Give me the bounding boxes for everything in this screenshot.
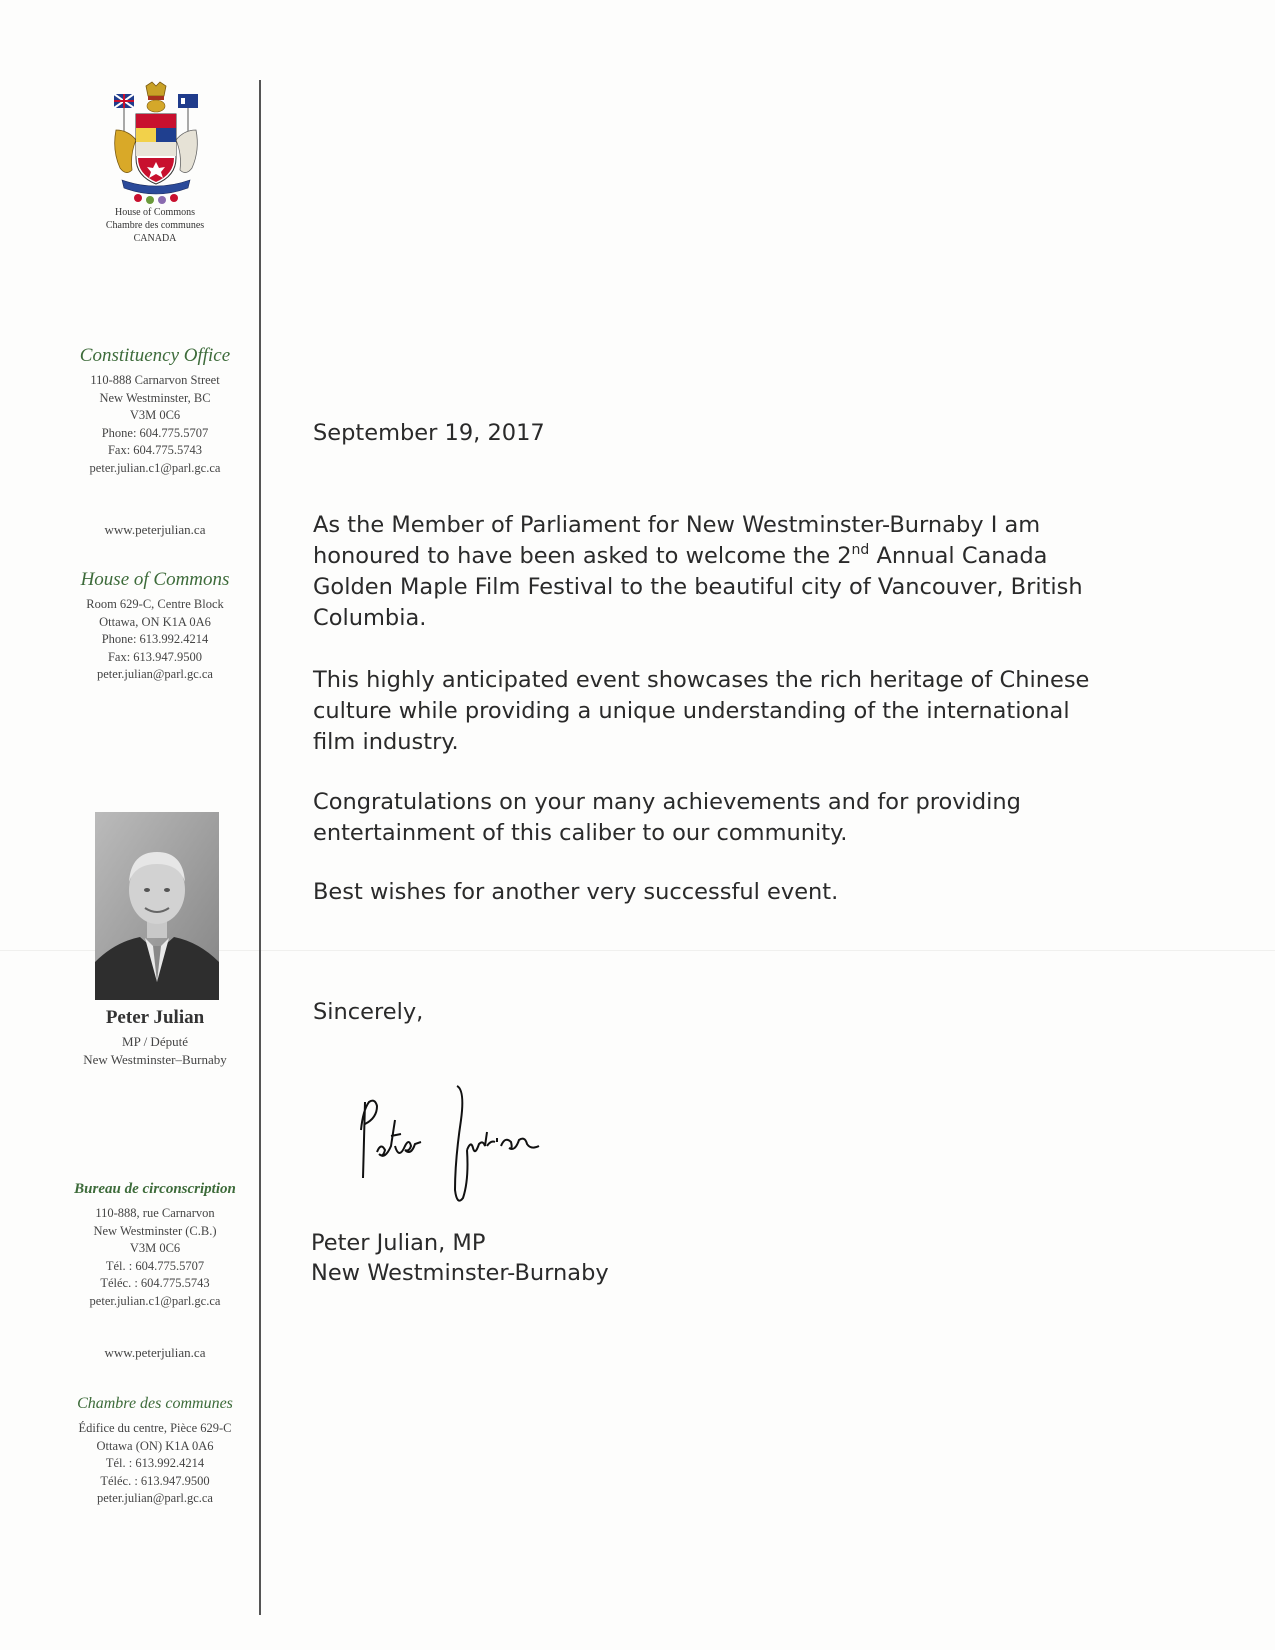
mp-title-line: MP / Député	[122, 1034, 188, 1049]
signer-name: Peter Julian, MP	[311, 1230, 486, 1256]
mp-riding-line: New Westminster–Burnaby	[83, 1052, 227, 1067]
chambre-block	[30, 1392, 280, 1508]
email-line: peter.julian.c1@parl.gc.ca	[89, 1293, 221, 1308]
signer-riding: New Westminster-Burnaby	[311, 1260, 609, 1286]
address-line: Édifice du centre, Pièce 629-C	[78, 1421, 232, 1435]
crest-caption-line: CANADA	[133, 233, 177, 244]
phone-line: Phone: 604.775.5707	[101, 425, 209, 440]
bureau-block	[30, 1177, 280, 1310]
portrait-icon	[95, 812, 219, 1000]
closing: Sincerely,	[313, 999, 424, 1025]
phone-line: Tél. : 604.775.5707	[105, 1258, 205, 1273]
fax-line: Téléc. : 613.947.9500	[100, 1473, 210, 1488]
address-line: Room 629-C, Centre Block	[86, 597, 224, 611]
email-line: peter.julian@parl.gc.ca	[97, 1491, 213, 1505]
constituency-office-title: Constituency Office	[79, 345, 231, 366]
crest-caption-line: Chambre des communes	[105, 220, 205, 231]
bureau-title: Bureau de circonscription	[74, 1181, 236, 1197]
mp-name: Peter Julian	[105, 1007, 205, 1028]
paragraph-3: Congratulations on your many achievements and for providing entertainment of this caliber to our community.	[313, 789, 1021, 846]
paragraph-1-text-cont: Annual Canada Golden Maple Film Festival to the beautiful city of Vancouver, British Columbia.	[313, 543, 1083, 631]
sidebar-divider	[259, 80, 261, 1615]
mp-subtitle	[30, 1033, 280, 1069]
address-line: Ottawa, ON K1A 0A6	[99, 614, 211, 629]
website-link: www.peterjulian.ca	[104, 1345, 206, 1360]
constituency-office-block	[30, 344, 280, 477]
crest-caption-line: House of Commons	[115, 207, 195, 218]
email-line: peter.julian.c1@parl.gc.ca	[89, 460, 221, 475]
address-line: Ottawa (ON) K1A 0A6	[96, 1438, 214, 1453]
house-of-commons-title: House of Commons	[80, 569, 230, 590]
ordinal-suffix: nd	[851, 542, 870, 558]
address-line: New Westminster (C.B.)	[93, 1223, 217, 1238]
phone-line: Tél. : 613.992.4214	[105, 1456, 205, 1470]
address-line: 110-888, rue Carnarvon	[95, 1206, 215, 1220]
chambre-title: Chambre des communes	[77, 1395, 233, 1412]
fax-line: Fax: 604.775.5743	[107, 443, 203, 457]
letter-date: September 19, 2017	[313, 420, 545, 446]
coat-of-arms-icon	[108, 80, 204, 208]
fax-line: Téléc. : 604.775.5743	[100, 1276, 210, 1290]
fax-line: Fax: 613.947.9500	[107, 649, 203, 664]
paragraph-4: Best wishes for another very successful event.	[313, 879, 839, 905]
signer-block	[311, 1228, 609, 1288]
address-line: V3M 0C6	[129, 408, 181, 422]
crest-caption	[30, 206, 280, 245]
address-line: New Westminster, BC	[99, 390, 211, 405]
paragraph-1	[313, 510, 1113, 634]
paragraph-1-text: As the Member of Parliament for New Westminster-Burnaby I am honoured to have been asked to welcome the 2	[313, 512, 1041, 569]
handwritten-signature	[355, 1080, 555, 1210]
paragraph-2: This highly anticipated event showcases the rich heritage of Chinese culture while providing a unique understanding of the international film industry.	[313, 667, 1090, 755]
mp-portrait-photo	[95, 812, 219, 1000]
website-link: www.peterjulian.ca	[104, 522, 206, 537]
house-of-commons-block	[30, 568, 280, 684]
phone-line: Phone: 613.992.4214	[101, 632, 209, 646]
address-line: 110-888 Carnarvon Street	[90, 373, 220, 387]
address-line: V3M 0C6	[129, 1241, 181, 1255]
email-line: peter.julian@parl.gc.ca	[97, 667, 213, 681]
